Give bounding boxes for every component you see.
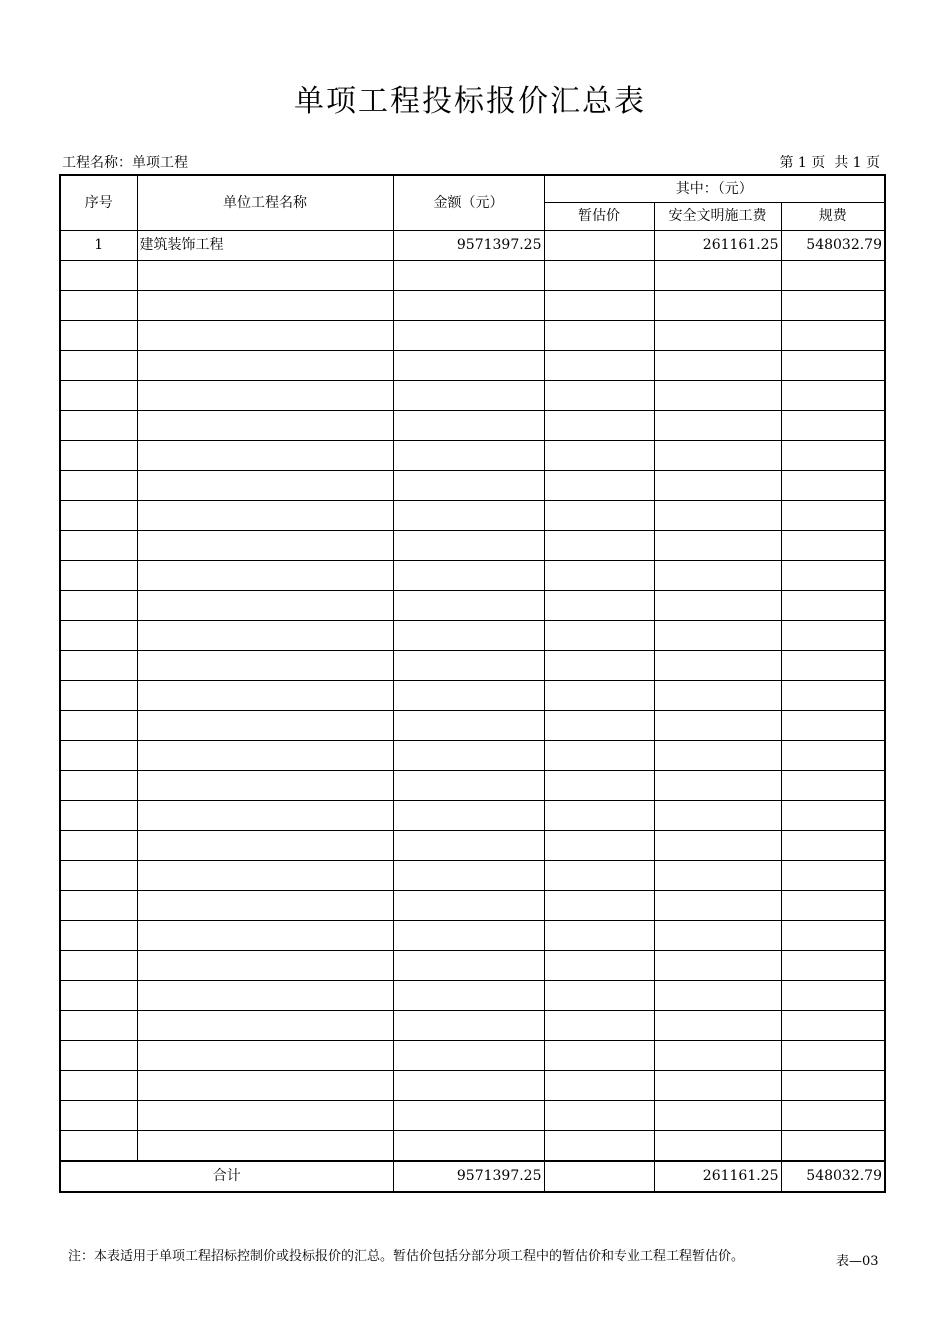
row-amount [393, 1071, 544, 1101]
row-provisional [544, 351, 654, 381]
row-safety [654, 771, 781, 801]
row-amount [393, 741, 544, 771]
row-index [60, 291, 137, 321]
row-provisional [544, 921, 654, 951]
row-safety [654, 1071, 781, 1101]
row-index [60, 1041, 137, 1071]
row-provisional [544, 561, 654, 591]
table-row [60, 231, 885, 261]
row-fees [781, 681, 885, 711]
row-fees [781, 711, 885, 741]
row-safety [654, 891, 781, 921]
row-fees [781, 1131, 885, 1162]
row-name [137, 531, 393, 561]
row-fees [781, 381, 885, 411]
row-fees [781, 981, 885, 1011]
row-name [137, 261, 393, 291]
row-amount [393, 1131, 544, 1162]
row-amount [393, 351, 544, 381]
row-safety [654, 561, 781, 591]
row-index [60, 921, 137, 951]
empty-row [60, 1041, 885, 1071]
row-provisional [544, 831, 654, 861]
empty-row [60, 771, 885, 801]
row-safety [654, 681, 781, 711]
row-amount [393, 951, 544, 981]
row-fees [781, 561, 885, 591]
row-safety [654, 441, 781, 471]
row-fees [781, 891, 885, 921]
header-row [60, 175, 885, 203]
row-amount [393, 531, 544, 561]
row-index [60, 621, 137, 651]
row-amount [393, 441, 544, 471]
row-safety [654, 411, 781, 441]
empty-row [60, 381, 885, 411]
empty-row [60, 891, 885, 921]
row-provisional [544, 441, 654, 471]
empty-row [60, 681, 885, 711]
row-index [60, 1131, 137, 1162]
row-fees [781, 321, 885, 351]
row-amount [393, 591, 544, 621]
row-provisional [544, 1041, 654, 1071]
row-index [60, 951, 137, 981]
row-index: 1 [60, 231, 137, 261]
row-provisional [544, 981, 654, 1011]
row-name: 建筑装饰工程 [137, 231, 393, 261]
row-fees: 548032.79 [781, 231, 885, 261]
row-provisional [544, 681, 654, 711]
row-amount [393, 291, 544, 321]
empty-row [60, 261, 885, 291]
empty-row [60, 471, 885, 501]
row-fees [781, 621, 885, 651]
row-index [60, 321, 137, 351]
empty-row [60, 591, 885, 621]
empty-row [60, 441, 885, 471]
empty-row [60, 351, 885, 381]
row-fees [781, 801, 885, 831]
row-index [60, 711, 137, 741]
row-name [137, 681, 393, 711]
row-provisional [544, 1011, 654, 1041]
row-name [137, 1041, 393, 1071]
row-provisional [544, 591, 654, 621]
row-amount [393, 261, 544, 291]
row-fees [781, 771, 885, 801]
row-name [137, 591, 393, 621]
row-fees [781, 411, 885, 441]
row-name [137, 321, 393, 351]
row-name [137, 771, 393, 801]
row-amount [393, 1101, 544, 1131]
row-safety [654, 471, 781, 501]
header-name: 单位工程名称 [137, 175, 393, 231]
footnote: 注：本表适用于单项工程招标控制价或投标报价的汇总。暂估价包括分部分项工程中的暂估价和专业工程工程暂估价。 [68, 1249, 745, 1264]
row-index [60, 741, 137, 771]
row-provisional [544, 891, 654, 921]
row-amount [393, 1011, 544, 1041]
row-fees [781, 501, 885, 531]
row-amount [393, 861, 544, 891]
empty-row [60, 411, 885, 441]
row-provisional [544, 741, 654, 771]
row-name [137, 951, 393, 981]
row-index [60, 531, 137, 561]
header-safety: 安全文明施工费 [654, 203, 781, 231]
row-provisional [544, 291, 654, 321]
row-provisional [544, 621, 654, 651]
row-index [60, 1011, 137, 1041]
row-fees [781, 1011, 885, 1041]
row-amount [393, 381, 544, 411]
row-name [137, 651, 393, 681]
header-fees: 规费 [781, 203, 885, 231]
row-name [137, 291, 393, 321]
row-name [137, 861, 393, 891]
row-amount [393, 621, 544, 651]
row-index [60, 381, 137, 411]
row-name [137, 831, 393, 861]
empty-row [60, 801, 885, 831]
row-provisional [544, 1131, 654, 1162]
row-amount [393, 321, 544, 351]
row-name [137, 621, 393, 651]
empty-row [60, 951, 885, 981]
row-name [137, 561, 393, 591]
row-amount [393, 981, 544, 1011]
page-title: 单项工程投标报价汇总表 [294, 84, 646, 119]
row-provisional [544, 711, 654, 741]
row-amount [393, 411, 544, 441]
row-name [137, 1131, 393, 1162]
row-safety [654, 1131, 781, 1162]
row-provisional [544, 261, 654, 291]
row-name [137, 411, 393, 441]
row-name [137, 1011, 393, 1041]
row-name [137, 801, 393, 831]
row-amount [393, 651, 544, 681]
header-provisional: 暂估价 [544, 203, 654, 231]
row-safety [654, 591, 781, 621]
empty-row [60, 981, 885, 1011]
row-safety: 261161.25 [654, 231, 781, 261]
row-fees [781, 921, 885, 951]
total-safety: 261161.25 [654, 1161, 781, 1192]
row-provisional [544, 501, 654, 531]
row-fees [781, 351, 885, 381]
row-fees [781, 291, 885, 321]
row-safety [654, 381, 781, 411]
row-amount [393, 891, 544, 921]
row-amount: 9571397.25 [393, 231, 544, 261]
row-index [60, 351, 137, 381]
row-fees [781, 531, 885, 561]
row-index [60, 1101, 137, 1131]
row-fees [781, 951, 885, 981]
row-amount [393, 501, 544, 531]
row-index [60, 501, 137, 531]
row-name [137, 981, 393, 1011]
row-safety [654, 741, 781, 771]
row-safety [654, 291, 781, 321]
row-safety [654, 921, 781, 951]
row-name [137, 741, 393, 771]
row-provisional [544, 651, 654, 681]
empty-row [60, 1131, 885, 1162]
row-amount [393, 681, 544, 711]
empty-row [60, 1011, 885, 1041]
row-fees [781, 1071, 885, 1101]
row-provisional [544, 861, 654, 891]
total-fees: 548032.79 [781, 1161, 885, 1192]
row-safety [654, 1101, 781, 1131]
row-fees [781, 471, 885, 501]
header-amount: 金额（元） [393, 175, 544, 231]
row-provisional [544, 531, 654, 561]
row-index [60, 1071, 137, 1101]
total-amount: 9571397.25 [393, 1161, 544, 1192]
row-name [137, 381, 393, 411]
row-safety [654, 831, 781, 861]
row-name [137, 891, 393, 921]
row-fees [781, 831, 885, 861]
empty-row [60, 561, 885, 591]
row-index [60, 981, 137, 1011]
row-provisional [544, 1101, 654, 1131]
row-amount [393, 711, 544, 741]
row-amount [393, 771, 544, 801]
row-provisional [544, 411, 654, 441]
row-fees [781, 441, 885, 471]
row-amount [393, 1041, 544, 1071]
row-fees [781, 741, 885, 771]
page-info: 第 1 页 共 1 页 [779, 155, 880, 171]
row-index [60, 261, 137, 291]
row-index [60, 831, 137, 861]
empty-row [60, 921, 885, 951]
empty-row [60, 321, 885, 351]
row-amount [393, 471, 544, 501]
empty-row [60, 621, 885, 651]
row-safety [654, 861, 781, 891]
row-index [60, 471, 137, 501]
row-provisional [544, 771, 654, 801]
row-fees [781, 651, 885, 681]
header-of-which: 其中：（元） [544, 175, 885, 203]
total-provisional [544, 1161, 654, 1192]
empty-row [60, 1071, 885, 1101]
row-amount [393, 561, 544, 591]
row-provisional [544, 951, 654, 981]
row-name [137, 1101, 393, 1131]
table-number: 表—03 [836, 1254, 879, 1269]
row-amount [393, 801, 544, 831]
empty-row [60, 861, 885, 891]
row-index [60, 861, 137, 891]
row-safety [654, 981, 781, 1011]
row-provisional [544, 801, 654, 831]
row-fees [781, 861, 885, 891]
row-index [60, 441, 137, 471]
row-index [60, 681, 137, 711]
row-index [60, 651, 137, 681]
total-row [60, 1161, 885, 1192]
row-safety [654, 801, 781, 831]
row-fees [781, 1041, 885, 1071]
row-fees [781, 1101, 885, 1131]
row-provisional [544, 471, 654, 501]
row-name [137, 471, 393, 501]
row-index [60, 591, 137, 621]
empty-row [60, 831, 885, 861]
empty-row [60, 501, 885, 531]
row-safety [654, 711, 781, 741]
row-name [137, 1071, 393, 1101]
row-name [137, 441, 393, 471]
row-safety [654, 1011, 781, 1041]
empty-row [60, 531, 885, 561]
row-safety [654, 621, 781, 651]
row-safety [654, 531, 781, 561]
empty-row [60, 291, 885, 321]
row-index [60, 891, 137, 921]
header-index: 序号 [60, 175, 137, 231]
row-index [60, 411, 137, 441]
row-name [137, 921, 393, 951]
row-provisional [544, 1071, 654, 1101]
row-fees [781, 261, 885, 291]
row-safety [654, 321, 781, 351]
row-provisional [544, 231, 654, 261]
row-name [137, 501, 393, 531]
row-name [137, 351, 393, 381]
empty-row [60, 711, 885, 741]
row-amount [393, 831, 544, 861]
row-index [60, 801, 137, 831]
empty-row [60, 651, 885, 681]
summary-table [59, 174, 886, 1193]
empty-row [60, 741, 885, 771]
row-safety [654, 651, 781, 681]
row-safety [654, 951, 781, 981]
row-amount [393, 921, 544, 951]
row-safety [654, 501, 781, 531]
project-name-label: 工程名称：单项工程 [62, 155, 188, 171]
row-safety [654, 351, 781, 381]
row-name [137, 711, 393, 741]
empty-row [60, 1101, 885, 1131]
row-index [60, 561, 137, 591]
row-safety [654, 1041, 781, 1071]
row-fees [781, 591, 885, 621]
row-index [60, 771, 137, 801]
row-safety [654, 261, 781, 291]
row-provisional [544, 321, 654, 351]
row-provisional [544, 381, 654, 411]
total-label: 合计 [60, 1161, 393, 1192]
